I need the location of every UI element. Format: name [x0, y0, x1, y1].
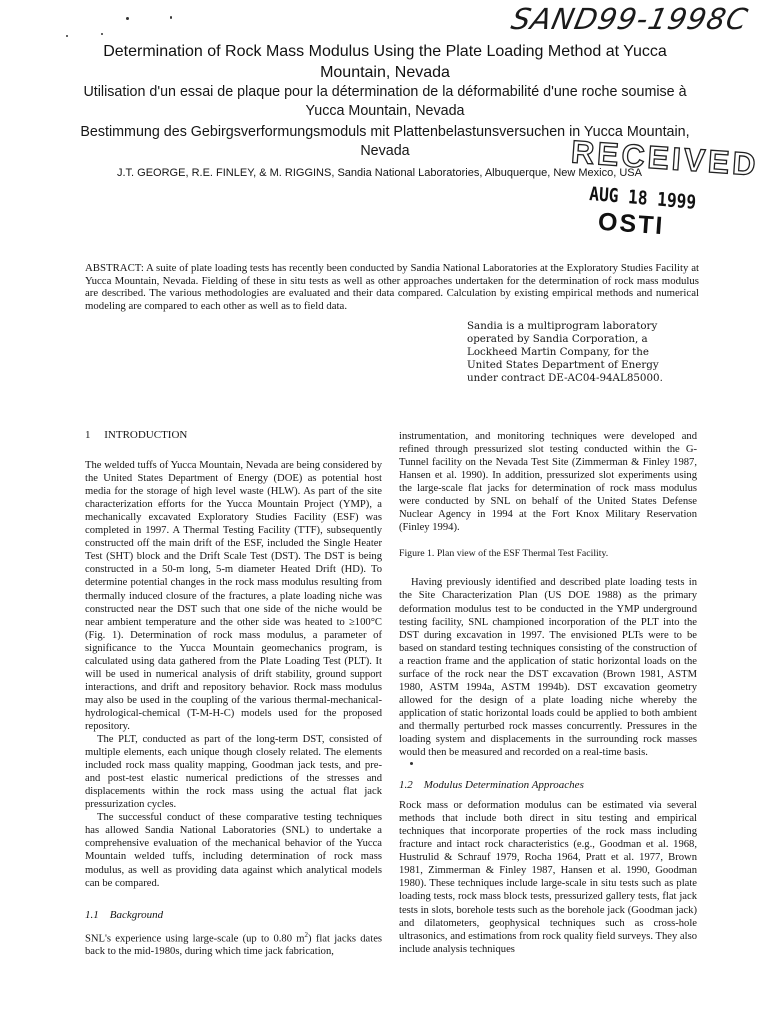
title-french: Utilisation d'un essai de plaque pour la détermination de la déformabilité d'une roche soumise à Yucca Mountain, Nevada: [83, 84, 687, 119]
title-german: Bestimmung des Gebirgsverformungsmoduls mit Plattenbelastunsversuchen in Yucca Mountain, Nevada: [80, 124, 690, 159]
paragraph-text: ) flat jacks dates back to the mid-1980s, during which time jack fabrication,: [85, 933, 383, 958]
received-stamp: RECEIVED: [570, 133, 760, 183]
paragraph: The welded tuffs of Yucca Mountain, Nevada are being considered by the United States Department of Energy (DOE) as potential host media for the storage of high level waste (HLW). As part of the site characterization efforts for the Yucca Mountain Project (YMP), a mechanically excavated Exploratory Studies Facility (ESF) was completed in 1997. A Thermal Testing Facility (TTF), subsequently constructed off the main drift of the ESF, included the Single Heater Test (SHT) block and the Drift Scale Test (DST). The DST is being constructed in a 50-m long, 5-m diameter Heated Drift (HD). To determine potential changes in the rock mass modulus resulting from thermally induced closure of the fractures, a plate loading niche was constructed near the DST such that one side of the niche would be near ambient temperature and the other side was heated to ≥100°C (Fig. 1). Determination of rock mass modulus, a parameter of significance to the Yucca Mountain geomechanics program, is calculated using data gathered from the Plate Loading Test (PLT). It will be used in numerical analysis of drift stability, ground support interactions, and drift and repository behavior. Rock mass modulus may also be used in the coupling of the various thermal-mechanical-hydrological-chemical (T-M-H-C) models used for the proposed repository.: [85, 460, 382, 732]
sandia-note-line: operated by Sandia Corporation, a: [467, 333, 648, 345]
title-english: Determination of Rock Mass Modulus Using the Plate Loading Method at Yucca Mountain, Nevada: [103, 43, 667, 81]
paragraph: The PLT, conducted as part of the long-term DST, consisted of multiple elements, each unique though closely related. The elements included rock mass quality mapping, Goodman jack tests, and pre- and post-test elastic numerical predictions of the stresses and displacements within the rock mass using the actual flat jack pressurization cycles.: [85, 734, 382, 811]
authors-line: J.T. GEORGE, R.E. FINLEY, & M. RIGGINS, Sandia National Laboratories, Albuquerque, New Mexico, USA: [117, 167, 642, 179]
sandia-contract-note: [467, 320, 707, 385]
right-column: [399, 430, 697, 956]
sandia-note-line: under contract DE-AC04-94AL85000.: [467, 372, 663, 384]
paragraph: instrumentation, and monitoring techniques were developed and refined through pressurized slot testing conducted within the G-Tunnel facility on the Nevada Test Site (Zimmerman & Finley 1987, Hansen et al. 1990). In addition, pressurized slot experiments using the large-scale flat jacks for determination of rock mass modulus were conducted by SNL on behalf of the United States Defense Nuclear Agency in 1994 at the Fort Knox Military Reservation (Finley 1994).: [399, 431, 697, 534]
abstract: ABSTRACT: A suite of plate loading tests has recently been conducted by Sandia National Laboratories at the Exploratory Studies Facility at Yucca Mountain, Nevada. Fielding of these in situ tests as well as other approaches undertaken for the determination of rock mass modulus are described. The various methodologies are evaluated and their data compared. Calculation by existing empirical methods and numerical modeling are compared to each other as well as to field data.: [85, 262, 699, 312]
paragraph-text: SNL's experience using large-scale (up to 0.80 m: [85, 933, 305, 945]
scan-speck: [126, 17, 129, 20]
figure-caption: Figure 1. Plan view of the ESF Thermal Test Facility.: [399, 548, 609, 560]
scan-speck: [66, 35, 68, 37]
paragraph: [85, 929, 382, 959]
left-column: [85, 429, 382, 958]
scan-speck: [170, 16, 172, 19]
osti-stamp: OSTI: [597, 207, 666, 241]
superscript: 2: [304, 930, 309, 939]
received-date-stamp: AUG 18 1999: [588, 183, 697, 214]
paragraph: The successful conduct of these comparative testing techniques has allowed Sandia National Laboratories (SNL) to undertake a comprehensive evaluation of the mechanical behavior of the Yucca Mountain welded tuffs, including determination of rock mass modulus, as well as providing data against which analytical models can be compared.: [85, 812, 382, 889]
sandia-note-line: Sandia is a multiprogram laboratory: [467, 320, 658, 332]
paragraph: Having previously identified and described plate loading tests in the Site Characterization Plan (US DOE 1988) as the primary deformation modulus test to be conducted in the YMP underground testing facility, SNL championed incorporation of the PLT into the DST during excavation in 1997. The envisioned PLTs were to be based on standard testing techniques consisting of the construction of a reaction frame and the application of static horizontal loads on the surface of the rock near the DST excavation (Brown 1981, ASTM 1980, ASTM 1994a, ASTM 1994b). DST excavation geometry allowed for the design of a plate loading niche whereby the application of static horizontal loads could be applied to both ambient and thermally perturbed rock masses concurrently. Pressures in the loading system and displacements in the surrounding rock masses would then be measured and recorded on a real-time basis.: [399, 577, 697, 759]
section-heading-introduction: 1 INTRODUCTION: [85, 429, 188, 441]
scan-speck: [101, 33, 103, 35]
document-number-handwritten: SAND99-1998C: [508, 2, 752, 36]
subsection-heading-background: 1.1 Background: [85, 908, 164, 921]
sandia-note-line: United States Department of Energy: [467, 359, 659, 371]
paragraph: Rock mass or deformation modulus can be estimated via several methods that include both direct in situ testing and empirical techniques that incorporate properties of the rock mass including fracture and intact rock characteristics (e.g., Goodman et al. 1968, Hustrulid & Schrauf 1979, Rocha 1964, Pratt et al. 1977, Brown 1981, Zimmerman & Finley 1987, Hansen et al. 1990, Goodman 1980). These techniques include large-scale in situ tests such as plate loading tests, rock mass block tests, pressurized gallery tests, flat jack tests in slots, borehole tests such as the borehole jack (Goodman jack) and dilatometers, geophysical techniques such as cross-hole ultrasonics, and estimations from rock quality field surveys. They also include analysis techniques: [399, 800, 697, 955]
sandia-note-line: Lockheed Martin Company, for the: [467, 346, 649, 358]
subsection-heading-modulus: 1.2 Modulus Determination Approaches: [399, 779, 584, 792]
